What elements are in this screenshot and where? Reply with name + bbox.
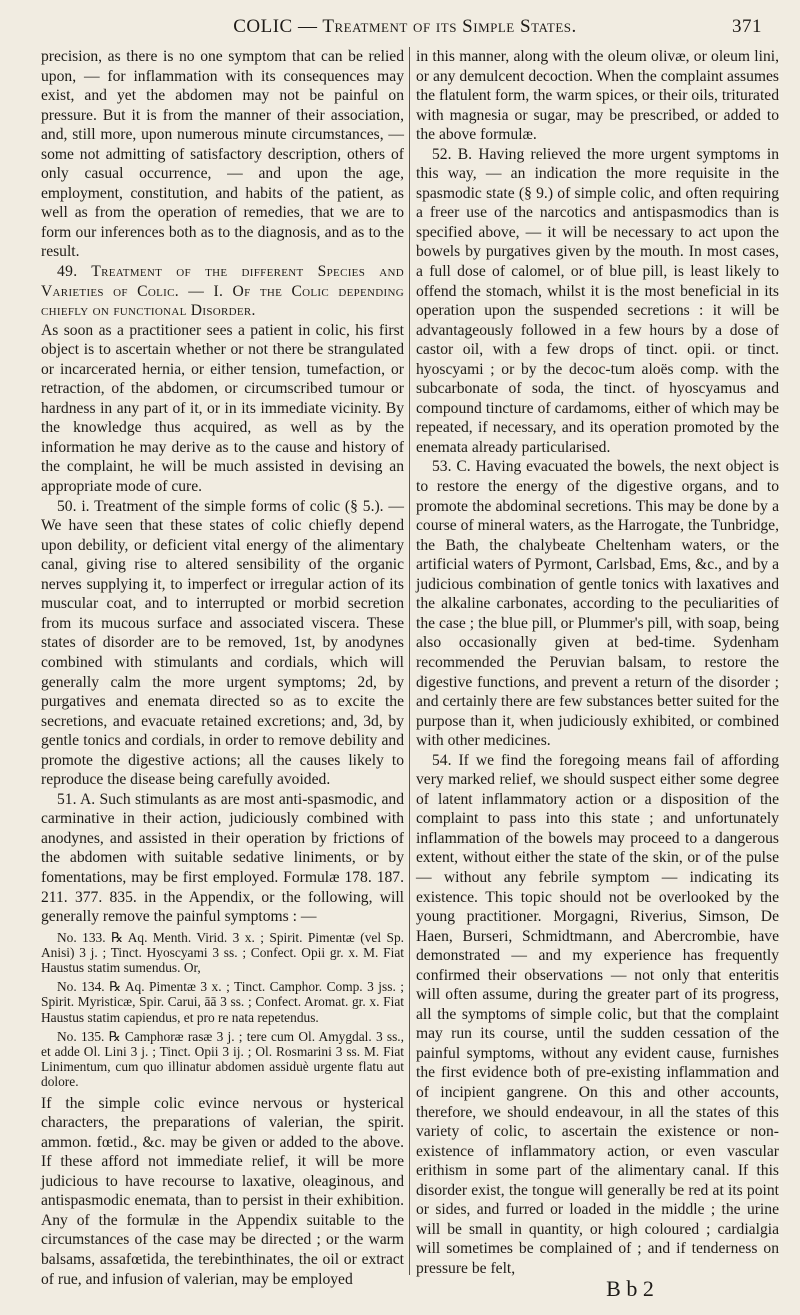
page-number: 371: [732, 16, 762, 37]
section-50: 50. i. Treatment of the simple forms of colic (§ 5.). — We have seen that these states of colic chiefly depend upon debility, or deficient vital energy of the alimentary canal, giving rise to altered sensibility of the organic nerves supplying it, to imperfect or irregular action of its muscular coat, and to interrupted or morbid secretion from its mucous surface and associated viscera. These states of disorder are to be removed, 1st, by anodynes combined with stimulants and cordials, which will generally calm the more urgent symptoms; 2d, by purgatives and enemata directed so as to excite the secretions, and evacuate retained excretions; and, 3d, by gentle tonics and cordials, in order to remove debility and promote the digestive actions; all the causes likely to reproduce the disease being carefully avoided.: [41, 497, 404, 789]
prescription-133: No. 133. ℞ Aq. Menth. Virid. 3 x. ; Spirit. Pimentæ (vel Sp. Anisi) 3 j. ; Tinct. Hyoscyami 3 ss. ; Confect. Opii gr. x. M. Fiat Haustus statim sumendus. Or,: [41, 929, 404, 976]
paragraph-nervous-colic: If the simple colic evince nervous or hysterical characters, the preparations of valerian, the spirit. ammon. fœtid., &c. may be given or added to the above. If these afford not immediate relief, it will be more judicious to have recourse to laxative, oleaginous, and antispasmodic enemata, than to persist in their exhibition. Any of the formulæ in the Appendix suitable to the circumstances of the case may be directed ; or the warm balsams, assafœtida, the terebinthinates, the oil or extract of rue, and infusion of valerian, may be employed: [41, 1094, 404, 1288]
running-header: [40, 16, 770, 42]
left-column: [41, 47, 404, 1288]
signature-mark: B b 2: [606, 1276, 654, 1301]
section-49-text: As soon as a practitioner sees a patient in colic, his first object is to ascertain whether or not there be strangulated or incarcerated hernia, or either tension, tumefaction, or retraction, of the abdomen, or circumscribed tumour or hardness in any part of it, or in its immediate vicinity. By the knowledge thus acquired, as well as by the information he may derive as to the cause and history of the complaint, he will be much assisted in devising an appropriate mode of cure.: [41, 321, 404, 496]
section-54: 54. If we find the foregoing means fail of affording very marked relief, we should suspect either some degree of latent inflammatory action or a disposition of the complaint to pass into this state ; and unfortunately inflammation of the bowels may proceed to a dangerous extent, without either the state of the skin, or of the pulse — without any febrile symptom — indicating its existence. This topic should not be overlooked by the young practitioner. Morgagni, Riverius, Simson, De Haen, Burseri, Schmidtmann, and Abercrombie, have demonstrated — and my experience has frequently confirmed their observations — not only that enteritis will often assume, during the greater part of its progress, all the symptoms of simple colic, but that the complaint may run its course, until the sudden cessation of the painful symptoms, without any evident cause, furnishes the first evidence both of pre-existing inflammation and of incipient gangrene. On this and other accounts, therefore, we should endeavour, in all the states of this variety of colic, to ascertain the existence or non-existence of inflammatory action, or even vascular erithism in some part of the alimentary canal. If this disorder exist, the tongue will generally be red at its point or sides, and furred or loaded in the middle ; the urine will be small in quantity, or high coloured ; cardialgia will sometimes be complained of ; and if tenderness on pressure be felt,: [416, 751, 779, 1277]
prescription-134: No. 134. ℞ Aq. Pimentæ 3 x. ; Tinct. Camphor. Comp. 3 jss. ; Spirit. Myristicæ, Spir. Carui, āā 3 ss. ; Confect. Aromat. gr. x. Fiat Haustus statim capiendus, et pro re nata repetendus.: [41, 979, 404, 1025]
section-53: 53. C. Having evacuated the bowels, the next object is to restore the energy of the digestive organs, and to promote the abdominal secretions. This may be done by a course of mineral waters, as the Harrogate, the Tunbridge, the Bath, the chalybeate Cheltenham waters, or the artificial waters of Pyrmont, Carlsbad, Ems, &c., and by a judicious combination of gentle tonics with laxatives and the alkaline carbonates, according to the peculiarities of the case ; the blue pill, or Plummer's pill, with soap, being also occasionally given at bed-time. Sydenham recommended the Peruvian balsam, to restore the digestive functions, and prevent a return of the disorder ; and certainly there are few substances better suited for the purpose than it, when judiciously exhibited, or combined with other medicines.: [416, 458, 779, 750]
section-51: 51. A. Such stimulants as are most anti-spasmodic, and carminative in their action, judiciously combined with anodynes, and assisted in their operation by frictions of the abdomen with suitable sedative liniments, or by fomentations, may be first employed. Formulæ 178. 187. 211. 377. 835. in the Appendix, or the following, will generally remove the painful symptoms : —: [41, 790, 404, 926]
text-columns: [41, 47, 779, 1288]
section-52: 52. B. Having relieved the more urgent symptoms in this way, — an indication the more requisite in the spasmodic state (§ 9.) of simple colic, and often requiring a freer use of the narcotics and antispasmodics than is specified above, — it will be necessary to act upon the bowels by purgatives given by the mouth. In most cases, a full dose of calomel, or of blue pill, is least likely to offend the stomach, whilst it is the most beneficial in its operation upon the suspended secretions : it will be advantageously followed in a few hours by a dose of castor oil, with a few drops of tinct. opii. or tinct. hyoscyami ; or by the decoc-tum aloës comp. with the subcarbonate of soda, the tinct. of hyoscyamus and compound tincture of cardamoms, either of which may be repeated, if necessary, and its operation promoted by the enemata already particularised.: [416, 145, 779, 456]
paragraph-continuation: in this manner, along with the oleum olivæ, or oleum lini, or any demulcent decoction. When the complaint assumes the flatulent form, the warm spices, or their oils, triturated with magnesia or sugar, may be prescribed, or added to the above formulæ.: [416, 48, 779, 144]
right-column: [416, 47, 779, 1279]
paragraph-diagnosis: precision, as there is no one symptom that can be relied upon, — for inflammation with its consequences may exist, and yet the abdomen may not be painful on pressure. But it is from the manner of their association, and, still more, upon numerous minute circumstances, — some not admitting of satisfactory description, others of only casual occurrence, — and upon the age, employment, constitution, and habits of the patient, as well as from the operation of remedies, that we are to form our inferences both as to the diagnosis, and as to the result.: [41, 48, 404, 261]
running-title: COLIC — Treatment of its Simple States.: [233, 16, 577, 37]
column-divider: [409, 47, 410, 1275]
section-49-heading: 49. Treatment of the different Species and Varieties of Colic. — I. Of the Colic depending chiefly on functional Disorder.: [41, 263, 404, 320]
prescription-135: No. 135. ℞ Camphoræ rasæ 3 j. ; tere cum Ol. Amygdal. 3 ss., et adde Ol. Lini 3 j. ; Tinct. Opii 3 ij. ; Ol. Rosmarini 3 ss. M. Fiat Linimentum, cum quo illinatur abdomen assiduè urgente flatu aut dolore.: [41, 1028, 404, 1090]
